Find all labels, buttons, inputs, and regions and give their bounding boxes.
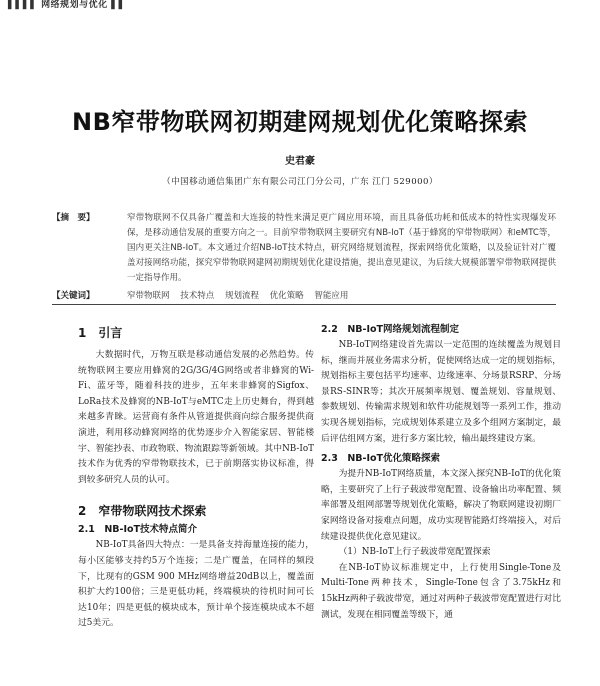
keywords-row	[52, 289, 556, 304]
section-2-3-paragraph-2: 在NB-IoT协议标准规定中，上行使用Single-Tone及Multi-Tone两种技术，Single-Tone包含了3.75kHz和15kHz两种子载波带宽，通过对两种子载波带宽配置进行对比测试，发现在相同覆盖等级下，通	[321, 562, 561, 620]
keyword: 优化策略	[269, 291, 304, 301]
section-2-1-heading: 2.1 NB-IoT技术特点简介	[78, 524, 198, 536]
keyword: 技术特点	[180, 291, 215, 301]
section-2-3-item: （1）NB-IoT上行子载波带宽配置探索	[338, 547, 491, 558]
section-2-1-paragraph: NB-IoT具备四大特点：一是具备支持海量连接的能力，每小区能够支持约5万个连接；二是广覆盖，在同样的频段下，比现有的GSM 900 MHz网络增益20dB以上，覆盖面积扩大约100倍；三是更低功耗，终端模块的待机时间可长达10年；四是更低的模块成本，预计单个接连模块成本不超过5美元。	[78, 540, 314, 629]
section-2-2-heading: 2.2 NB-IoT网络规划流程制定	[321, 324, 460, 335]
keywords-list	[127, 289, 556, 304]
keyword: 窄带物联网	[127, 291, 170, 301]
left-column	[78, 322, 314, 632]
right-column	[321, 322, 561, 623]
author: 史君豪	[285, 156, 315, 167]
abstract-row	[52, 211, 556, 286]
section-2-heading: 2 窄带物联网技术探索	[78, 504, 207, 519]
section-2-2-paragraph: NB-IoT网络建设首先需以一定范围的连续覆盖为规划目标，继而并展业务需求分析，促使网络达成一定的规划指标，规划指标主要包括平均速率、边缘速率、分场景RSRP、分场景RS-SINR等；其次开展频率规划、覆盖规划、容量规划、参数规划、传输需求规划和软件功能规划等一系列工作，推动实现各规划指标，完成规划体系建立及多个组网方案制定，最后评估组网方案，进行多方案比较，输出最终建设方案。	[321, 340, 561, 444]
running-header	[0, 0, 600, 10]
paper-title: NB窄带物联网初期建网规划优化策略探索	[72, 108, 528, 136]
section-2-3-paragraph: 为提升NB-IoT网络质量，本文深入探究NB-IoT的优化策略，主要研究了上行子载波带宽配置、设备输出功率配置、频率部署及组网部署等规划优化策略，解决了物联网建设初期厂家网络设备对接难点问题，成功实现智能路灯终端接入，对后续建设提供优化意见建议。	[321, 469, 561, 542]
keywords-label: 【关键词】	[52, 291, 95, 301]
section-1-paragraph: 大数据时代，万物互联是移动通信发展的必然趋势。传统物联网主要应用蜂窝的2G/3G/4G网络或者非蜂窝的Wi-Fi、蓝牙等，随着科技的进步，五年来非蜂窝的Sigfox、LoRa技术及蜂窝的NB-IoT与eMTC走上历史舞台，得到越来越多青睐。运营商有条件从管道提供商向综合服务提供商演进，利用移动蜂窝网络的优势逐步介入智能家居、智能楼宇、智能抄表、市政物联、物流跟踪等新领域。其中NB-IoT技术作为优秀的窄带物联技术，已于前期落实协议标准，得到较多研究人员的认可。	[78, 350, 314, 485]
section-1-heading: 1 引言	[78, 326, 123, 340]
keyword: 智能应用	[314, 291, 349, 301]
abstract-block	[52, 211, 556, 304]
affiliation: （中国移动通信集团广东有限公司江门分公司，广东 江门 529000）	[162, 177, 438, 187]
abstract-label: 【摘 要】	[52, 213, 95, 223]
keyword: 规划流程	[224, 291, 259, 301]
abstract-text: 窄带物联网不仅具备广覆盖和大连接的特性来满足更广阔应用环境，而且具备低功耗和低成本的特性实现爆发环保，是移动通信发展的重要方向之一。目前窄带物联网主要研究有NB-IoT（基于蜂窝的窄带物联网）和eMTC等，国内更关注NB-IoT。本文通过介绍NB-IoT技术特点，研究网络规划流程，探索网络优化策略，以及验证针对广覆盖对接网络功能，探究窄带物联网建网初期规划优化建设措施，提出意见建议，为后续大规模部署窄带物联网提供一定指导作用。	[127, 213, 556, 283]
section-2-3-heading: 2.3 NB-IoT优化策略探索	[321, 453, 441, 465]
header-section: 网络规划与优化 ▌▌	[41, 0, 127, 10]
divider	[52, 304, 556, 305]
header-marks: ▌▌▌▌	[8, 0, 38, 10]
